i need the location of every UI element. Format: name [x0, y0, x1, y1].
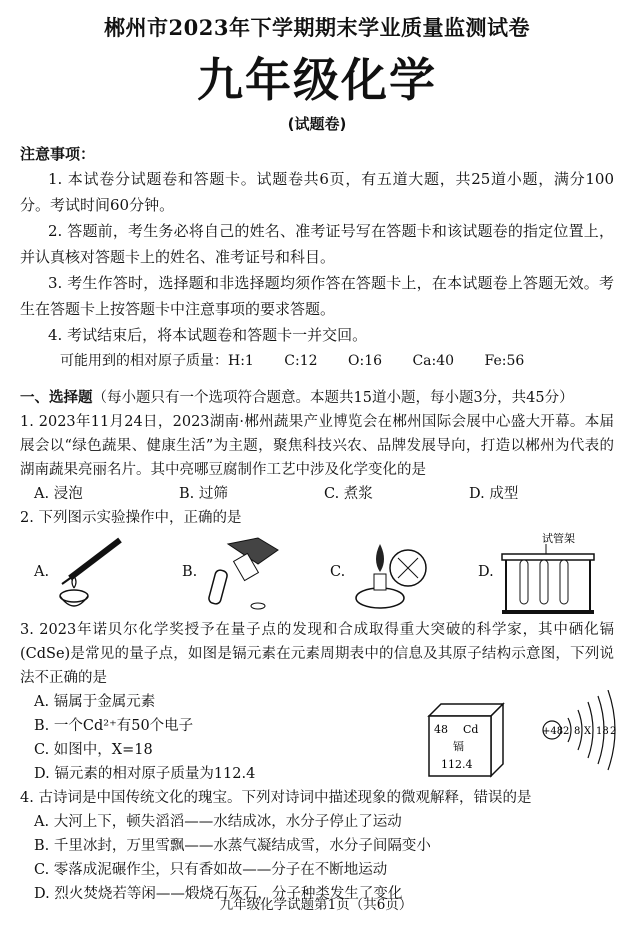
pouring-liquid-icon — [198, 530, 288, 616]
note-item-1: 1. 本试卷分试题卷和答题卡。试题卷共6页，有五道大题，共25道小题，满分100分。考试时间60分钟。 — [20, 170, 614, 214]
question-1-options — [20, 482, 614, 506]
note-item-2: 2. 答题前，考生务必将自己的姓名、准考证号写在答题卡和该试题卷的指定位置上，并认真核对答题卡上的姓名、准考证号和科目。 — [20, 222, 614, 266]
figure-a-label: A. — [34, 564, 50, 580]
section-1-heading — [20, 386, 614, 410]
atom-shell-5: 2 — [610, 726, 617, 737]
element-name: 镉 — [453, 740, 464, 753]
figure-b — [168, 530, 316, 618]
section-1-title: 一、选择题 — [20, 390, 93, 406]
question-1-option-a: A. 浸泡 — [34, 486, 83, 502]
atom-structure-diagram — [538, 690, 632, 786]
exam-subtitle: (试题卷) — [287, 115, 347, 133]
figure-c-label: C. — [330, 564, 346, 580]
atom-shell-3: X — [584, 726, 592, 737]
question-2-figures — [20, 530, 614, 618]
section-1-desc: （每小题只有一个选项符合题意。本题共15道小题，每小题3分，共45分） — [92, 390, 574, 406]
figure-d — [464, 530, 612, 618]
page-footer: 九年级化学试题第1页（共6页） — [219, 897, 413, 913]
exam-title: 九年级化学 — [197, 53, 437, 107]
question-3-option-d: D. 镉元素的相对原子质量为112.4 — [34, 766, 256, 782]
periodic-table-cell — [425, 700, 507, 780]
atomic-mass-label: 可能用到的相对原子质量：H:1 — [60, 353, 254, 369]
atom-nucleus: +48 — [542, 726, 564, 737]
question-1-stem: 1. 2023年11月24日，2023湖南·郴州蔬果产业博览会在郴州国际会展中心盛大开幕。本届展会以“绿色蔬果、健康生活”为主题，聚焦科技兴农、品牌发展导向，打造以郴州为代表的湖南蔬果亮丽名片。其中亮哪豆腐制作工艺中涉及化学变化的是 — [20, 414, 614, 478]
element-symbol: Cd — [463, 723, 479, 736]
question-4-option-a: A. 大河上下，顿失滔滔——水结成冰，水分子停止了运动 — [34, 814, 402, 830]
question-3-option-b: B. 一个Cd²⁺有50个电子 — [34, 718, 194, 734]
figure-b-label: B. — [182, 564, 198, 580]
note-item-3: 3. 考生作答时，选择题和非选择题均须作答在答题卡上，在本试题卷上答题无效。考生在答题卡上按答题卡中注意事项的要求答题。 — [20, 274, 614, 318]
test-tube-rack-icon — [494, 530, 604, 616]
note-item-4: 4. 考试结束后，将本试题卷和答题卡一并交回。 — [48, 326, 368, 344]
question-3-stem: 3. 2023年诺贝尔化学奖授予在量子点的发现和合成取得重大突破的科学家，其中硒化镉(CdSe)是常见的量子点，如图是镉元素在元素周期表中的信息及其原子结构示意图，下列说法不正确的是 — [20, 622, 614, 686]
rack-label: 试管架 — [542, 532, 575, 545]
atomic-mass-ca: Ca:40 — [412, 353, 455, 369]
atom-shell-4: 18 — [596, 726, 609, 737]
question-3-body — [20, 690, 617, 786]
question-3-option-a: A. 镉属于金属元素 — [34, 694, 156, 710]
question-1-option-d: D. 成型 — [469, 486, 519, 502]
question-1-option-c: C. 煮浆 — [324, 486, 373, 502]
question-4-option-b: B. 千里冰封，万里雪飘——水蒸气凝结成雪，水分子间隔变小 — [34, 838, 431, 854]
question-3-options — [20, 690, 280, 786]
alcohol-lamp-icon — [346, 530, 436, 616]
element-mass: 112.4 — [441, 758, 473, 771]
question-1-option-b: B. 过筛 — [179, 486, 228, 502]
atomic-masses — [20, 348, 614, 374]
atomic-mass-o: O:16 — [348, 353, 383, 369]
figure-a — [20, 530, 168, 618]
atom-shell-2: 8 — [574, 726, 581, 737]
figure-d-label: D. — [478, 564, 494, 580]
atomic-mass-fe: Fe:56 — [484, 353, 525, 369]
question-3-option-c: C. 如图中，X=18 — [34, 742, 153, 758]
question-4-stem: 4. 古诗词是中国传统文化的瑰宝。下列对诗词中描述现象的微观解释，错误的是 — [20, 790, 532, 806]
atomic-mass-c: C:12 — [284, 353, 318, 369]
atom-shell-1: 2 — [563, 726, 570, 737]
figure-c — [316, 530, 464, 618]
notes-heading: 注意事项： — [20, 145, 96, 163]
question-4-option-c: C. 零落成泥碾作尘，只有香如故——分子在不断地运动 — [34, 862, 388, 878]
element-number: 48 — [434, 723, 448, 736]
heating-test-tube-icon — [50, 530, 130, 616]
question-2-stem: 2. 下列图示实验操作中，正确的是 — [20, 510, 242, 526]
exam-header: 郴州市2023年下学期期末学业质量监测试卷 — [104, 15, 530, 40]
question-4-option-d: D. 烈火焚烧若等闲——煅烧石灰石，分子种类发生了变化 — [34, 886, 403, 902]
